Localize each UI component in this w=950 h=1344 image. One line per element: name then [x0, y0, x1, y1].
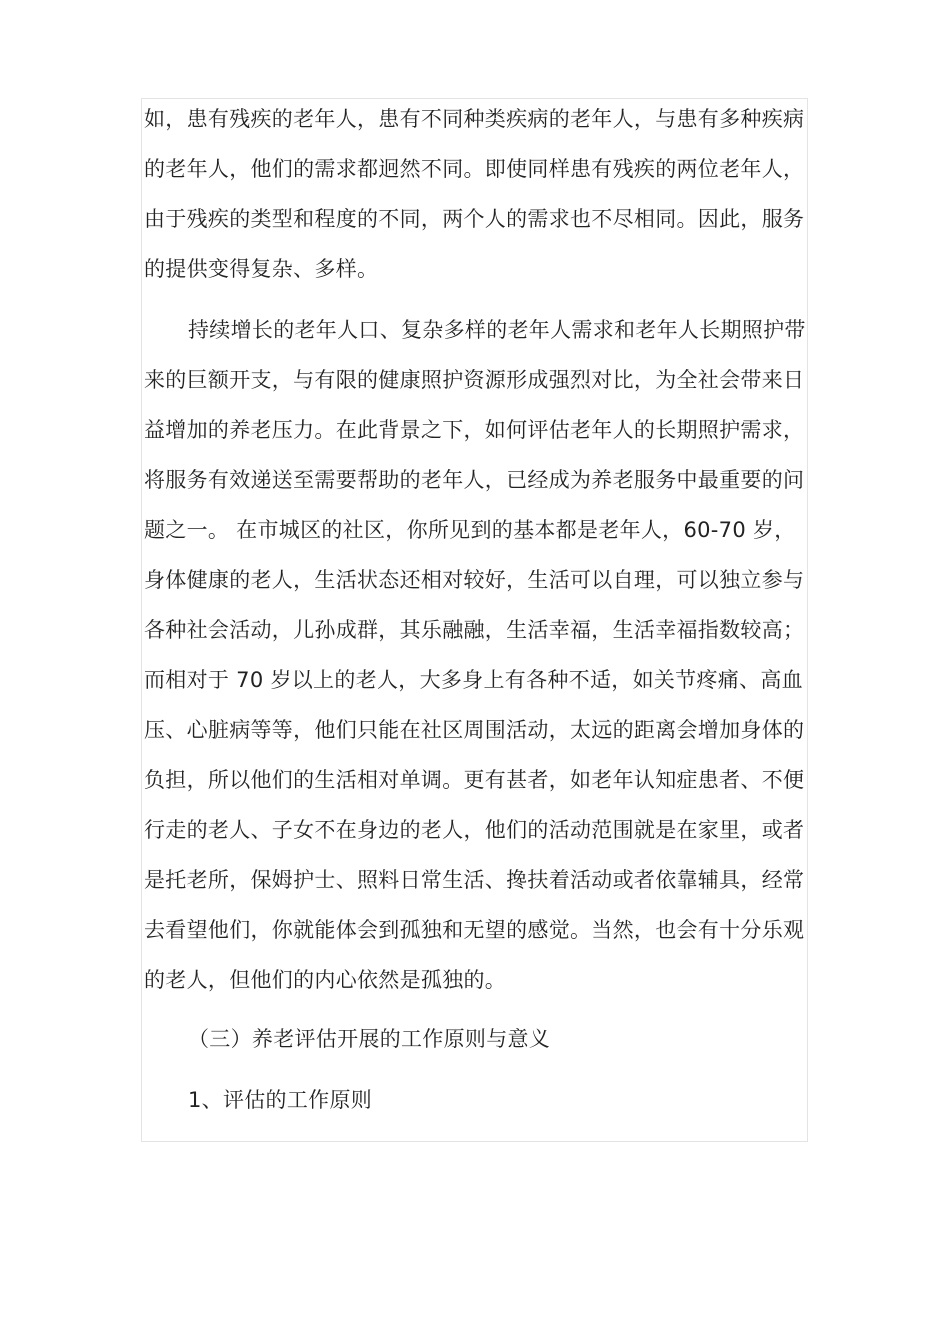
- text-line: 将服务有效递送至需要帮助的老年人，已经成为养老服务中最重要的问: [144, 468, 805, 492]
- section-heading: （三）养老评估开展的工作原则与意义: [188, 1027, 551, 1051]
- text-line: 是托老所，保姆护士、照料日常生活、搀扶着活动或者依靠辅具，经常: [144, 868, 805, 892]
- text-line: 负担，所以他们的生活相对单调。更有甚者，如老年认知症患者、不便: [144, 768, 805, 792]
- text-line: 各种社会活动，儿孙成群，其乐融融，生活幸福，生活幸福指数较高；: [144, 618, 805, 642]
- text-line: 身体健康的老人，生活状态还相对较好，生活可以自理，可以独立参与: [144, 568, 805, 592]
- text-line: 来的巨额开支，与有限的健康照护资源形成强烈对比，为全社会带来日: [144, 368, 805, 392]
- text-line: 益增加的养老压力。在此背景之下，如何评估老年人的长期照护需求，: [144, 418, 805, 442]
- text-line: 题之一。 在市城区的社区，你所见到的基本都是老年人，60-70 岁，: [144, 518, 796, 542]
- text-line: 如，患有残疾的老年人，患有不同种类疾病的老年人，与患有多种疾病: [144, 107, 805, 131]
- text-line: 的老人，但他们的内心依然是孤独的。: [144, 968, 507, 992]
- text-line: 的老年人，他们的需求都迥然不同。即使同样患有残疾的两位老年人，: [144, 157, 805, 181]
- paragraph-2: [144, 305, 820, 1005]
- text-line: 而相对于 70 岁以上的老人，大多身上有各种不适，如关节疼痛、高血: [144, 668, 803, 692]
- text-line: 的提供变得复杂、多样。: [144, 257, 379, 281]
- paragraph-1: [144, 94, 820, 294]
- text-line: 由于残疾的类型和程度的不同，两个人的需求也不尽相同。因此，服务: [144, 207, 805, 231]
- section-heading-block: [144, 1014, 820, 1064]
- text-line: 持续增长的老年人口、复杂多样的老年人需求和老年人长期照护带: [188, 318, 806, 342]
- subsection-heading: 1、评估的工作原则: [188, 1088, 373, 1112]
- text-line: 行走的老人、子女不在身边的老人，他们的活动范围就是在家里，或者: [144, 818, 805, 842]
- text-line: 去看望他们，你就能体会到孤独和无望的感觉。当然，也会有十分乐观: [144, 918, 805, 942]
- subsection-heading-block: [144, 1075, 820, 1125]
- text-line: 压、心脏病等等，他们只能在社区周围活动，太远的距离会增加身体的: [144, 718, 805, 742]
